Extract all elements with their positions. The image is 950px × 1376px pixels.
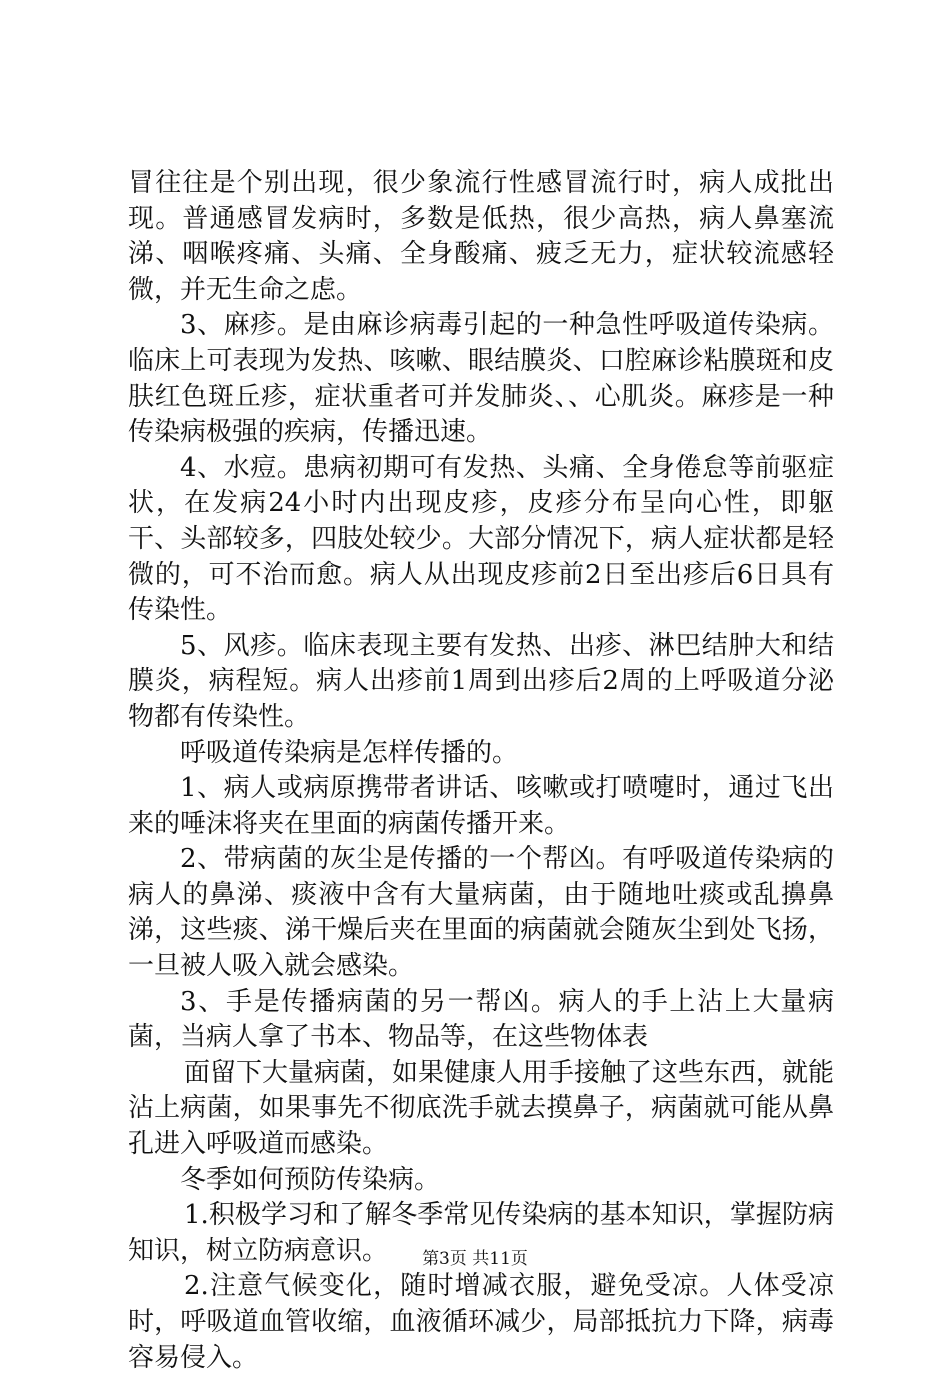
paragraph-transmission-hands-continued: 面留下大量病菌，如果健康人用手接触了这些东西，就能沾上病菌，如果事先不彻底洗手就去摸鼻子，病菌就可能从鼻孔进入呼吸道而感染。	[128, 1057, 835, 1160]
paragraph-prevention-knowledge: 1.积极学习和了解冬季常见传染病的基本知识，掌握防病知识，树立防病意识。	[128, 1200, 834, 1266]
paragraph-prevention-weather: 2.注意气候变化，随时增减衣服，避免受凉。人体受凉时，呼吸道血管收缩，血液循环减少，局部抵抗力下降，病毒容易侵入。	[128, 1271, 834, 1373]
section-heading-transmission: 呼吸道传染病是怎样传播的。	[180, 737, 519, 768]
paragraph-transmission-dust: 2、带病菌的灰尘是传播的一个帮凶。有呼吸道传染病的病人的鼻涕、痰液中含有大量病菌，由于随地吐痰或乱擤鼻涕，这些痰、涕干燥后夹在里面的病菌就会随灰尘到处飞扬，一旦被人吸入就会感染。	[128, 844, 834, 982]
paragraph-chickenpox: 4、水痘。患病初期可有发热、头痛、全身倦怠等前驱症状，在发病24小时内出现皮疹，皮疹分布呈向心性，即躯干、头部较多，四肢处较少。大部分情况下，病人症状都是轻微的，可不治而愈。病人从出现皮疹前2日至出疹后6日具有传染性。	[128, 452, 834, 626]
paragraph-transmission-hands: 3、手是传播病菌的另一帮凶。病人的手上沾上大量病菌，当病人拿了书本、物品等，在这些物体表	[128, 986, 834, 1053]
document-body	[128, 166, 834, 1376]
paragraph-rubella: 5、风疹。临床表现主要有发热、出疹、淋巴结肿大和结膜炎，病程短。病人出疹前1周到出疹后2周的上呼吸道分泌物都有传染性。	[128, 630, 834, 732]
page-number-footer: 第3页 共11页	[422, 1249, 528, 1269]
paragraph-common-cold: 冒往往是个别出现，很少象流行性感冒流行时，病人成批出现。普通感冒发病时，多数是低热，很少高热，病人鼻塞流涕、咽喉疼痛、头痛、全身酸痛、疲乏无力，症状较流感轻微，并无生命之虑。	[128, 168, 834, 305]
section-heading-prevention: 冬季如何预防传染病。	[180, 1164, 441, 1195]
paragraph-transmission-droplets: 1、病人或病原携带者讲话、咳嗽或打喷嚏时，通过飞出来的唾沫将夹在里面的病菌传播开来。	[128, 773, 834, 839]
paragraph-measles: 3、麻疹。是由麻诊病毒引起的一种急性呼吸道传染病。临床上可表现为发热、咳嗽、眼结膜炎、口腔麻诊粘膜斑和皮肤红色斑丘疹，症状重者可并发肺炎、、心肌炎。麻疹是一种传染病极强的疾病，传播迅速。	[128, 310, 834, 448]
